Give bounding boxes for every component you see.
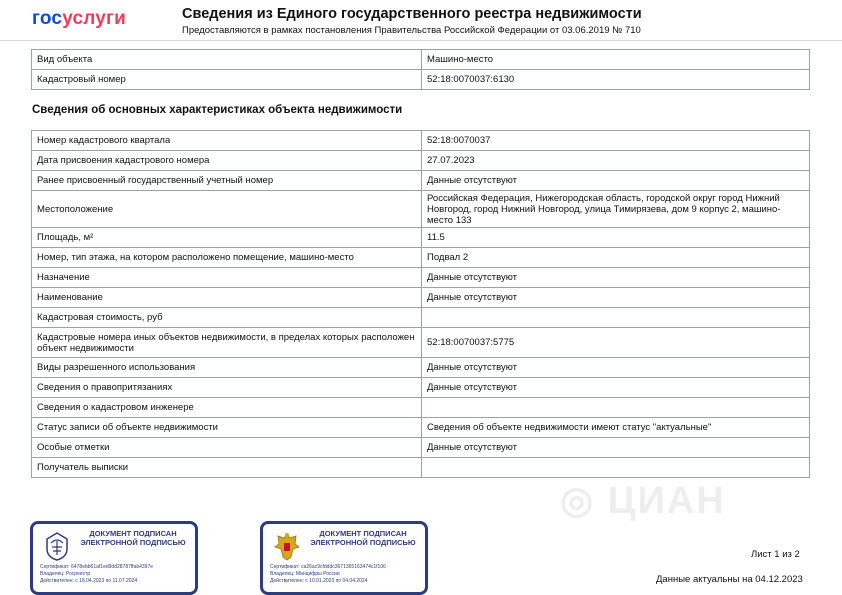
document-title: Сведения из Единого государственного реестра недвижимости <box>182 6 642 22</box>
row-label: Кадастровая стоимость, руб <box>32 308 422 328</box>
stamp-validity: Действителен: с 10.01.2023 по 04.04.2024 <box>270 578 368 584</box>
rosreestr-emblem-icon <box>43 531 71 561</box>
row-label: Назначение <box>32 268 422 288</box>
row-label: Местоположение <box>32 191 422 228</box>
row-value: Данные отсутствуют <box>422 438 810 458</box>
section-title: Сведения об основных характеристиках объекта недвижимости <box>32 104 403 116</box>
table-row <box>32 131 810 151</box>
row-label: Статус записи об объекте недвижимости <box>32 418 422 438</box>
signature-stamp-mintsifry <box>260 521 428 595</box>
row-value: Данные отсутствуют <box>422 288 810 308</box>
row-value: Российская Федерация, Нижегородская область, городской округ город Нижний Новгород, город Нижний Новгород, улица Тимирязева, дом 9 корпус 2, машино-место 133 <box>422 191 810 228</box>
table-row <box>32 418 810 438</box>
stamp-title: ДОКУМЕНТ ПОДПИСАН ЭЛЕКТРОННОЙ ПОДПИСЬЮ <box>80 529 186 547</box>
table-row <box>32 171 810 191</box>
row-label: Сведения о кадастровом инженере <box>32 398 422 418</box>
row-value: 11.5 <box>422 228 810 248</box>
row-value: 52:18:0070037:6130 <box>422 70 810 90</box>
row-label: Кадастровый номер <box>32 70 422 90</box>
header-divider <box>0 40 842 41</box>
table-row <box>32 288 810 308</box>
row-label: Площадь, м² <box>32 228 422 248</box>
table-row <box>32 70 810 90</box>
row-value: 27.07.2023 <box>422 151 810 171</box>
data-actual-date: Данные актуальны на 04.12.2023 <box>656 574 803 585</box>
table-row <box>32 151 810 171</box>
row-value: Машино-место <box>422 50 810 70</box>
row-value <box>422 458 810 478</box>
row-value <box>422 308 810 328</box>
row-label: Вид объекта <box>32 50 422 70</box>
table-row <box>32 458 810 478</box>
stamp-certificate: Сертификат: 6478ebb61af1ed9dd28787ffab4397e <box>40 564 154 570</box>
table-row <box>32 248 810 268</box>
table-row <box>32 358 810 378</box>
table-row <box>32 308 810 328</box>
characteristics-table <box>31 130 810 478</box>
russian-coat-of-arms-icon <box>273 531 301 561</box>
row-value: 52:18:0070037:5775 <box>422 328 810 358</box>
table-row <box>32 378 810 398</box>
row-label: Сведения о правопритязаниях <box>32 378 422 398</box>
stamp-validity: Действителен: с 18.04.2023 по 11.07.2024 <box>40 578 138 584</box>
row-label: Особые отметки <box>32 438 422 458</box>
row-label: Ранее присвоенный государственный учетный номер <box>32 171 422 191</box>
gosuslugi-logo: госуслуги <box>32 8 127 29</box>
page-counter: Лист 1 из 2 <box>751 549 800 560</box>
stamp-certificate: Сертификат: ca26ac9cfdddc3671365163474c1f106 <box>270 564 386 570</box>
row-value: Данные отсутствуют <box>422 171 810 191</box>
row-label: Кадастровые номера иных объектов недвижимости, в пределах которых расположен объект недвижимости <box>32 328 422 358</box>
row-label: Дата присвоения кадастрового номера <box>32 151 422 171</box>
row-value: Подвал 2 <box>422 248 810 268</box>
row-value: Сведения об объекте недвижимости имеют статус "актуальные" <box>422 418 810 438</box>
signature-stamp-rosreestr <box>30 521 198 595</box>
row-value <box>422 398 810 418</box>
row-value: Данные отсутствуют <box>422 378 810 398</box>
table-row <box>32 268 810 288</box>
row-label: Наименование <box>32 288 422 308</box>
row-value: Данные отсутствуют <box>422 358 810 378</box>
row-label: Номер кадастрового квартала <box>32 131 422 151</box>
table-row <box>32 50 810 70</box>
row-value: 52:18:0070037 <box>422 131 810 151</box>
table-row <box>32 191 810 228</box>
stamp-owner: Владелец: Росреестр <box>40 571 91 577</box>
table-row <box>32 398 810 418</box>
stamp-owner: Владелец: Минцифры России <box>270 571 340 577</box>
row-label: Виды разрешенного использования <box>32 358 422 378</box>
object-table <box>31 49 810 90</box>
table-row <box>32 328 810 358</box>
row-label: Номер, тип этажа, на котором расположено помещение, машино-место <box>32 248 422 268</box>
watermark: ◎ ЦИАН <box>560 480 726 522</box>
row-label: Получатель выписки <box>32 458 422 478</box>
table-row <box>32 438 810 458</box>
stamp-title: ДОКУМЕНТ ПОДПИСАН ЭЛЕКТРОННОЙ ПОДПИСЬЮ <box>310 529 416 547</box>
row-value: Данные отсутствуют <box>422 268 810 288</box>
document-subtitle: Предоставляются в рамках постановления Правительства Российской Федерации от 03.06.2019 № 710 <box>182 25 641 36</box>
table-row <box>32 228 810 248</box>
